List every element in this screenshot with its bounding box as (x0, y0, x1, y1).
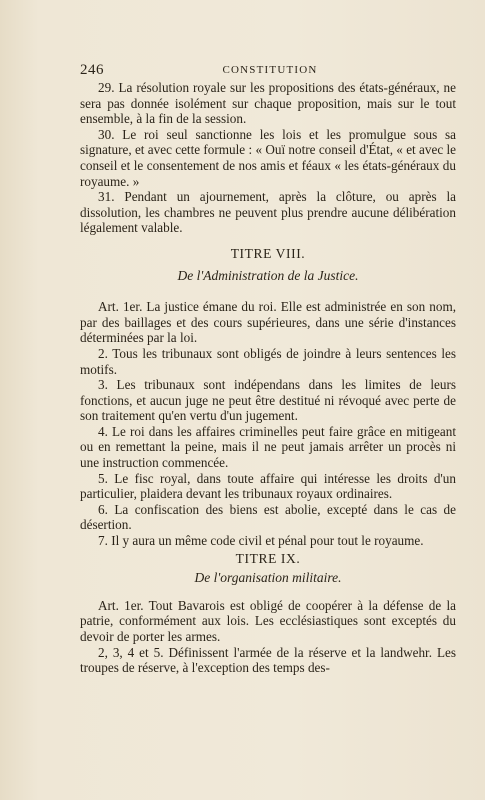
titre-viii-article-5: 5. Le fisc royal, dans toute affaire qui intéresse les droits d'un particulier, plaidera devant les tribunaux royaux ordinaires. (80, 470, 456, 502)
titre-viii-article-3: 3. Les tribunaux sont indépendans dans les limites de leurs fonctions, et aucun juge ne peut être destitué ni révoqué avec perte de son traitement qu'en vertu d'un jugement. (80, 377, 456, 424)
article-31: 31. Pendant un ajournement, après la clôture, ou après la dissolution, les chambres ne peuvent plus prendre aucune délibération légalement valable. (80, 189, 456, 236)
running-head (80, 62, 460, 78)
body-text (80, 80, 456, 676)
titre-ix-heading: TITRE IX. (235, 550, 301, 566)
page-number: 246 (80, 62, 104, 78)
titre-ix-article-2: 2, 3, 4 et 5. Définissent l'armée de la réserve et la landwehr. Les troupes de réserve, à l'exception des temps des- (80, 644, 456, 676)
titre-viii-article-2: 2. Tous les tribunaux sont obligés de joindre à leurs sentences les motifs. (80, 345, 456, 377)
titre-viii-article-6: 6. La confiscation des biens est abolie, excepté dans le cas de désertion. (80, 501, 456, 533)
running-title: CONSTITUTION (222, 64, 318, 76)
titre-viii-article-1: Art. 1er. La justice émane du roi. Elle est administrée en son nom, par des baillages et des cours supérieures, dans une série d'instances déterminées par la loi. (80, 299, 456, 346)
titre-viii-article-4: 4. Le roi dans les affaires criminelles peut faire grâce en mitigeant ou en remettant la peine, mais il ne peut jamais arrêter un procès ni une instruction commencée. (80, 423, 456, 471)
article-30: 30. Le roi seul sanctionne les lois et les promulgue sous sa signature, et avec cette formule : « Ouï notre conseil d'État, « et avec le conseil et le consentement de nos amis et féaux « les états-généraux du royaume. » (80, 126, 456, 189)
article-29: 29. La résolution royale sur les propositions des états-généraux, ne sera pas donnée isolément sur chaque proposition, mais sur le tout ensemble, à la fin de la session. (80, 80, 456, 127)
titre-viii-heading: TITRE VIII. (230, 245, 306, 261)
titre-ix-subtitle: De l'organisation militaire. (194, 570, 342, 586)
titre-viii-subtitle: De l'Administration de la Justice. (177, 267, 359, 283)
titre-ix-article-1: Art. 1er. Tout Bavarois est obligé de coopérer à la défense de la patrie, conformément aux lois. Les ecclésiastiques sont exceptés du devoir de porter les armes. (80, 597, 456, 644)
titre-viii-article-7: 7. Il y aura un même code civil et pénal pour tout le royaume. (98, 533, 424, 549)
